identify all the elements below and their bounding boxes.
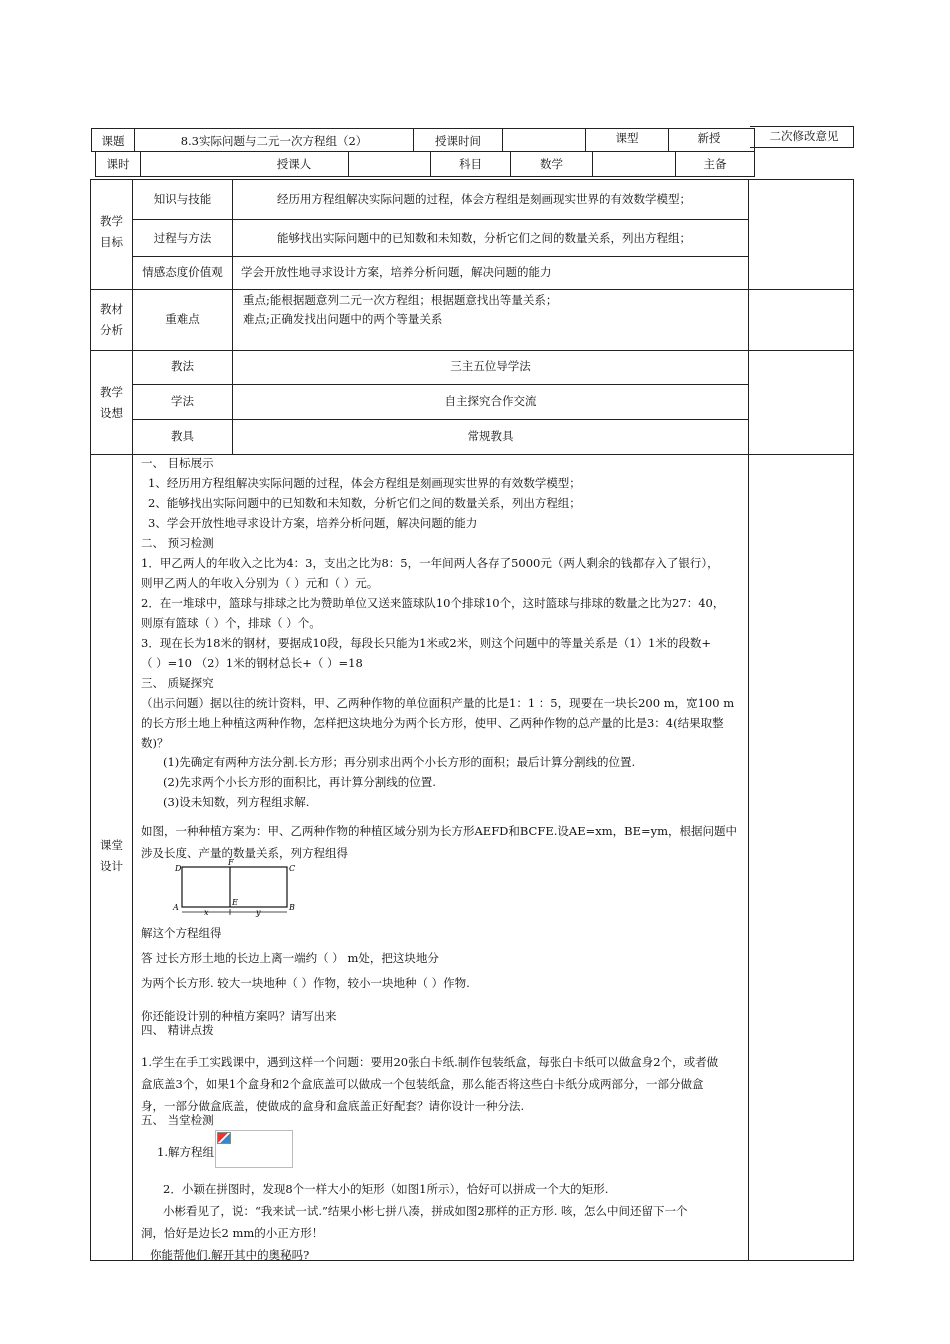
design-name-method: 教法 [171, 359, 194, 373]
s5-question-3a: 小彬看见了，说：“我来试一试.”结果小彬七拼八凑，拼成如图2那样的正方形. 咳，怎么中间还留下一个 [163, 1204, 688, 1218]
goal-name-knowledge: 知识与技能 [153, 192, 212, 206]
lesson-type-value: 新授 [697, 131, 721, 145]
design-label-2: 设想 [100, 406, 123, 420]
material-key-point: 重点;能根据题意列二元一次方程组；根据题意找出等量关系； [243, 293, 558, 307]
s3-problem-line: （出示问题）据以往的统计资料，甲、乙两种作物的单位面积产量的比是1：1 ：5，现要在一块长200 m，宽100 m [141, 696, 735, 710]
design-value-tools: 常规教具 [467, 429, 514, 443]
lead-label: 主备 [703, 157, 727, 171]
s2-line: 则甲乙两人的年收入分别为（ ）元和（ ）元。 [141, 576, 379, 590]
teach-time-label: 授课时间 [435, 134, 481, 148]
field-diagram-svg [170, 859, 300, 917]
design-value-learning: 自主探究合作交流 [444, 394, 537, 408]
goal-text-knowledge: 经历用方程组解决实际问题的过程，体会方程组是刻画现实世界的有效数学模型； [277, 192, 691, 206]
s3-solve: 解这个方程组得 [141, 926, 222, 940]
label-c: C [289, 864, 296, 873]
goal-text-process: 能够找出实际问题中的已知数和未知数，分析它们之间的数量关系，列出方程组； [277, 231, 691, 245]
s2-line: 1．甲乙两人的年收入之比为4：3，支出之比为8：5，一年间两人各存了5000元（两人剩余的钱都存入了银行）， [141, 556, 719, 570]
label-y: y [256, 908, 261, 917]
label-d: D [175, 864, 182, 873]
goals-label-2: 目标 [100, 235, 123, 249]
field-diagram [170, 859, 300, 917]
subject-label: 科目 [459, 157, 482, 171]
s3-answer-line: 答 过长方形土地的长边上离一端约（ ） m处，把这块地分 [141, 951, 439, 965]
broken-image-icon [217, 1132, 231, 1144]
lesson-label: 课题 [101, 134, 125, 148]
subject-value: 数学 [540, 157, 563, 171]
section-5-title: 五、 当堂检测 [141, 1113, 214, 1127]
label-x: x [204, 908, 209, 917]
s2-line: 则原有篮球（ ）个，排球（ ）个。 [141, 616, 321, 630]
s4-line: 盒底盖3个，如果1个盒身和2个盒底盖可以做成一个包装纸盒，那么能否将这些白卡纸分成两部分，一部分做盒 [141, 1077, 704, 1091]
classroom-label-2: 设计 [100, 859, 123, 873]
section-2-title: 二、 预习检测 [141, 536, 214, 550]
label-e: E [232, 898, 238, 907]
s5-question-2: 2．小颖在拼图时，发现8个一样大小的矩形（如图1所示），恰好可以拼成一个大的矩形. [163, 1182, 609, 1196]
goal-name-process: 过程与方法 [153, 231, 212, 245]
goal-text-attitude: 学会开放性地寻求设计方案，培养分析问题，解决问题的能力 [241, 265, 552, 279]
period-label: 课时 [106, 157, 130, 171]
design-name-tools: 教具 [171, 429, 194, 443]
s3-step: (3)设未知数，列方程组求解. [163, 795, 310, 809]
s2-line: （ ）=10 （2）1米的钢材总长+（ ）=18 [141, 656, 363, 670]
design-name-learning: 学法 [171, 394, 194, 408]
s2-line: 3．现在长为18米的钢材，要据成10段，每段长只能为1米或2米，则这个问题中的等量关系是（1）1米的段数+ [141, 636, 711, 650]
revision-label: 二次修改意见 [769, 129, 839, 143]
s3-scheme-line: 如图，一种种植方案为：甲、乙两种作物的种植区域分别为长方形AEFD和BCFE.设AE=xm，BE=ym，根据问题中 [141, 824, 737, 838]
s5-question-3b: 洞，恰好是边长2 mm的小正方形！ [141, 1226, 324, 1240]
s4-line: 1.学生在手工实践课中，遇到这样一个问题：要用20张白卡纸.制作包装纸盒，每张白卡纸可以做盒身2个，或者做 [141, 1055, 719, 1069]
label-b: B [289, 903, 295, 912]
s3-problem-line: 的长方形土地上种植这两种作物，怎样把这块地分为两个长方形，使甲、乙两种作物的总产量的比是3：4(结果取整 [141, 716, 724, 730]
s5-question-1: 1.解方程组 [157, 1145, 214, 1159]
design-value-method: 三主五位导学法 [450, 359, 531, 373]
s1-item: 3、学会开放性地寻求设计方案，培养分析问题，解决问题的能力 [148, 516, 478, 530]
s3-answer-line: 为两个长方形. 较大一块地种（ ）作物，较小一块地种（ ）作物. [141, 976, 470, 990]
teacher-label: 授课人 [276, 157, 312, 171]
label-a: A [173, 903, 179, 912]
goals-label-1: 教学 [100, 214, 123, 228]
s3-problem-line: 数)？ [141, 736, 169, 750]
s3-scheme-line: 涉及长度、产量的数量关系，列方程组得 [141, 846, 348, 860]
lesson-type-label: 课型 [615, 131, 639, 145]
s3-step: (2)先求两个小长方形的面积比，再计算分割线的位置. [163, 775, 436, 789]
s4-line: 身，一部分做盒底盖，使做成的盒身和盒底盖正好配套？请你设计一种分法. [141, 1099, 525, 1113]
design-label-1: 教学 [100, 385, 123, 399]
s3-question: 你还能设计别的种植方案吗？请写出来 [141, 1009, 337, 1023]
material-difficulty: 难点;正确发找出问题中的两个等量关系 [243, 312, 443, 326]
section-1-title: 一、 目标展示 [141, 456, 214, 470]
section-4-title: 四、 精讲点拨 [141, 1023, 214, 1037]
equation-placeholder [215, 1130, 293, 1168]
s1-item: 2、能够找出实际问题中的已知数和未知数，分析它们之间的数量关系，列出方程组； [148, 496, 581, 510]
material-name: 重难点 [165, 312, 200, 326]
lesson-title: 8.3实际问题与二元一次方程组（2） [180, 134, 368, 148]
classroom-label-1: 课堂 [100, 838, 123, 852]
s1-item: 1、经历用方程组解决实际问题的过程，体会方程组是刻画现实世界的有效数学模型； [148, 476, 581, 490]
s5-question-4: 你能帮他们.解开其中的奥秘吗? [150, 1248, 310, 1262]
goal-name-attitude: 情感态度价值观 [142, 265, 223, 279]
material-label-1: 教材 [100, 302, 123, 316]
material-label-2: 分析 [100, 323, 123, 337]
section-3-title: 三、 质疑探究 [141, 676, 214, 690]
label-f: F [228, 859, 234, 867]
s2-line: 2．在一堆球中，篮球与排球之比为赞助单位又送来篮球队10个排球10个，这时篮球与排球的数量之比为27：40， [141, 596, 725, 610]
s3-step: (1)先确定有两种方法分割.长方形；再分别求出两个小长方形的面积；最后计算分割线的位置. [163, 755, 636, 769]
